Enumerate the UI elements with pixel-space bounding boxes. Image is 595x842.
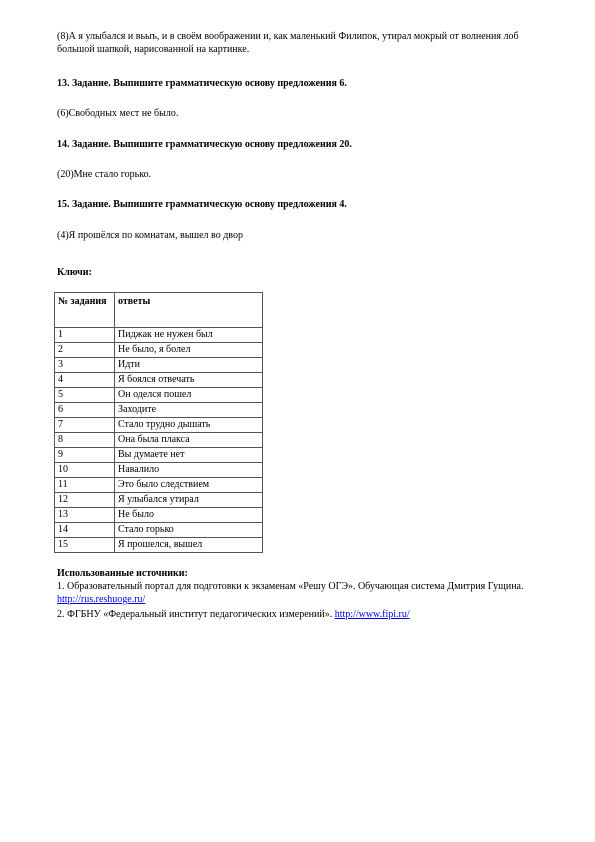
- table-row: [55, 373, 263, 388]
- task-number-cell: 9: [55, 448, 115, 463]
- table-row: [55, 358, 263, 373]
- table-row: [55, 388, 263, 403]
- answer-cell: Я боялся отвечать: [115, 373, 263, 388]
- answer-cell: Это было следствием: [115, 478, 263, 493]
- task-number-cell: 5: [55, 388, 115, 403]
- task-number-cell: 3: [55, 358, 115, 373]
- task-15-heading: 15. Задание. Выпишите грамматическую основу предложения 4.: [57, 199, 347, 210]
- table-row: [55, 508, 263, 523]
- table-row: [55, 343, 263, 358]
- answer-cell: Она была плакса: [115, 433, 263, 448]
- task-15-answer: (4)Я прошёлся по комнатам, вышел во двор: [57, 230, 243, 241]
- task-number-cell: 7: [55, 418, 115, 433]
- table-row: [55, 463, 263, 478]
- answer-cell: Он оделся пошел: [115, 388, 263, 403]
- answer-cell: Навалило: [115, 463, 263, 478]
- answer-cell: Стало горько: [115, 523, 263, 538]
- paragraph-8: (8)А я улыбался и вьыъ, и в своём воображении и, как маленький Филипок, утирал мокрый от волнения лоб большой шапкой, нарисованной на картинке.: [57, 31, 519, 55]
- task-number-cell: 10: [55, 463, 115, 478]
- source-item-2-link[interactable]: http://www.fipi.ru/: [334, 609, 410, 620]
- answer-cell: Я прошелся, вышел: [115, 538, 263, 553]
- answer-cell: Стало трудно дышать: [115, 418, 263, 433]
- source-item-1: [57, 580, 552, 606]
- task-13-answer: (6)Свободных мест не было.: [57, 108, 179, 119]
- task-14-answer: (20)Мне стало горько.: [57, 169, 152, 180]
- sources-title: Использованные источники:: [57, 568, 188, 579]
- task-number-cell: 4: [55, 373, 115, 388]
- table-row: [55, 493, 263, 508]
- table-row: [55, 448, 263, 463]
- source-item-1-link[interactable]: http://rus.reshuoge.ru/: [57, 594, 146, 605]
- task-number-cell: 15: [55, 538, 115, 553]
- source-item-1-text: 1. Образовательный портал для подготовки к экзаменам «Решу ОГЭ». Обучающая система Дмитрия Гущина.: [57, 581, 524, 592]
- task-number-cell: 13: [55, 508, 115, 523]
- task-number-cell: 8: [55, 433, 115, 448]
- task-14-heading: 14. Задание. Выпишите грамматическую основу предложения 20.: [57, 139, 352, 150]
- table-row: [55, 523, 263, 538]
- task-number-cell: 1: [55, 328, 115, 343]
- answer-cell: Я улыбался утирал: [115, 493, 263, 508]
- answer-keys-body: [55, 328, 263, 553]
- answer-cell: Не было, я болел: [115, 343, 263, 358]
- task-number-cell: 11: [55, 478, 115, 493]
- table-header-answers: ответы: [115, 293, 263, 328]
- table-row: [55, 328, 263, 343]
- answer-keys-table: [54, 292, 263, 553]
- table-row: [55, 403, 263, 418]
- source-item-2: [57, 608, 552, 621]
- answer-cell: Пиджак не нужен был: [115, 328, 263, 343]
- answer-cell: Не было: [115, 508, 263, 523]
- answer-cell: Вы думаете нет: [115, 448, 263, 463]
- answer-cell: Идти: [115, 358, 263, 373]
- table-row: [55, 478, 263, 493]
- task-number-cell: 6: [55, 403, 115, 418]
- task-13-heading: 13. Задание. Выпишите грамматическую основу предложения 6.: [57, 78, 347, 89]
- table-header-num: № задания: [55, 293, 115, 328]
- answer-cell: Заходите: [115, 403, 263, 418]
- table-row: [55, 418, 263, 433]
- task-number-cell: 12: [55, 493, 115, 508]
- task-number-cell: 2: [55, 343, 115, 358]
- source-item-2-text: 2. ФГБНУ «Федеральный институт педагогических измерений».: [57, 609, 333, 620]
- table-row: [55, 538, 263, 553]
- keys-title: Ключи:: [57, 267, 92, 278]
- task-number-cell: 14: [55, 523, 115, 538]
- table-row: [55, 433, 263, 448]
